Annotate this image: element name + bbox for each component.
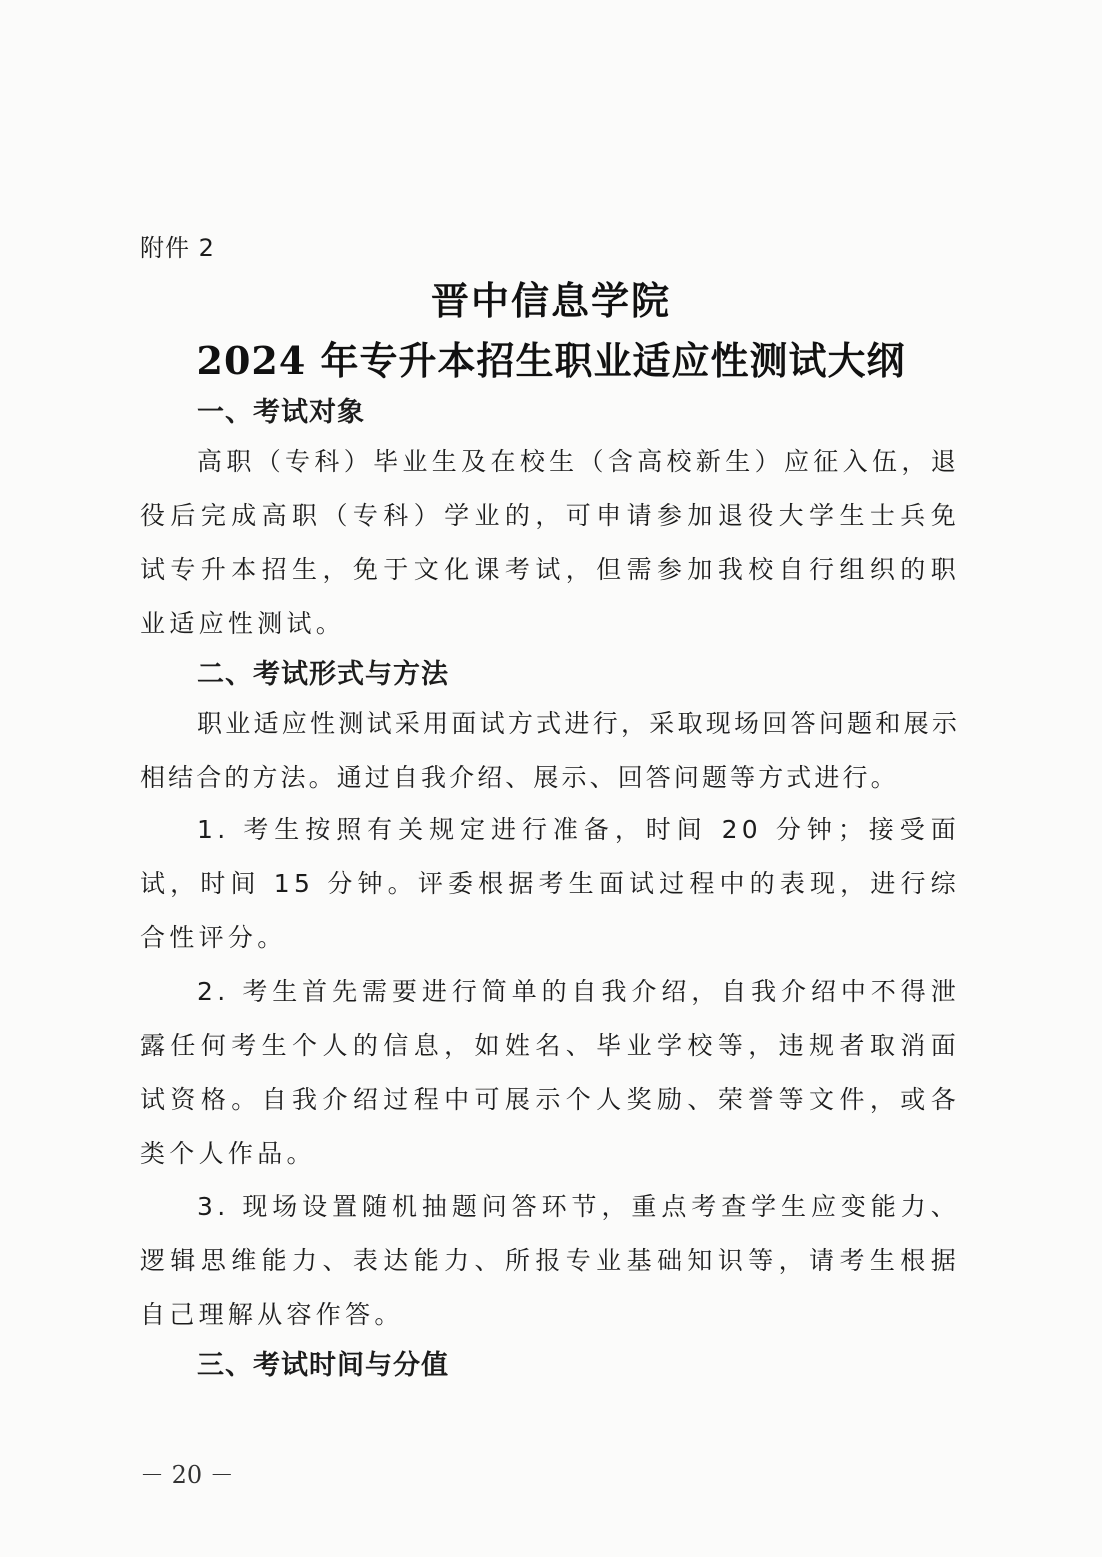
section-heading-exam-time-score: 三、考试时间与分值 — [197, 1350, 449, 1381]
section-heading-exam-target: 一、考试对象 — [197, 397, 365, 428]
section-paragraph-item-3: 3. 现场设置随机抽题问答环节，重点考查学生应变能力、逻辑思维能力、表达能力、所报专业基础知识等，请考生根据自己理解从容作答。 — [140, 1192, 960, 1329]
section-paragraph-item-1: 1. 考生按照有关规定进行准备，时间 20 分钟；接受面试，时间 15 分钟。评委根据考生面试过程中的表现，进行综合性评分。 — [140, 815, 960, 952]
document-title-institution: 晋中信息学院 — [430, 278, 671, 323]
section-paragraph-item-2: 2. 考生首先需要进行简单的自我介绍，自我介绍中不得泄露任何考生个人的信息，如姓名、毕业学校等，违规者取消面试资格。自我介绍过程中可展示个人奖励、荣誉等文件，或各类个人作品。 — [140, 977, 960, 1168]
page-number: － 20 － — [140, 1461, 234, 1489]
section-heading-exam-format: 二、考试形式与方法 — [197, 659, 449, 690]
section-paragraph: 职业适应性测试采用面试方式进行，采取现场回答问题和展示相结合的方法。通过自我介绍、展示、回答问题等方式进行。 — [140, 709, 960, 792]
document-title-outline: 2024 年专升本招生职业适应性测试大纲 — [196, 338, 906, 383]
section-paragraph: 高职（专科）毕业生及在校生（含高校新生）应征入伍，退役后完成高职（专科）学业的，可申请参加退役大学生士兵免试专升本招生，免于文化课考试，但需参加我校自行组织的职业适应性测试。 — [140, 447, 960, 638]
attachment-label: 附件 2 — [140, 234, 215, 262]
